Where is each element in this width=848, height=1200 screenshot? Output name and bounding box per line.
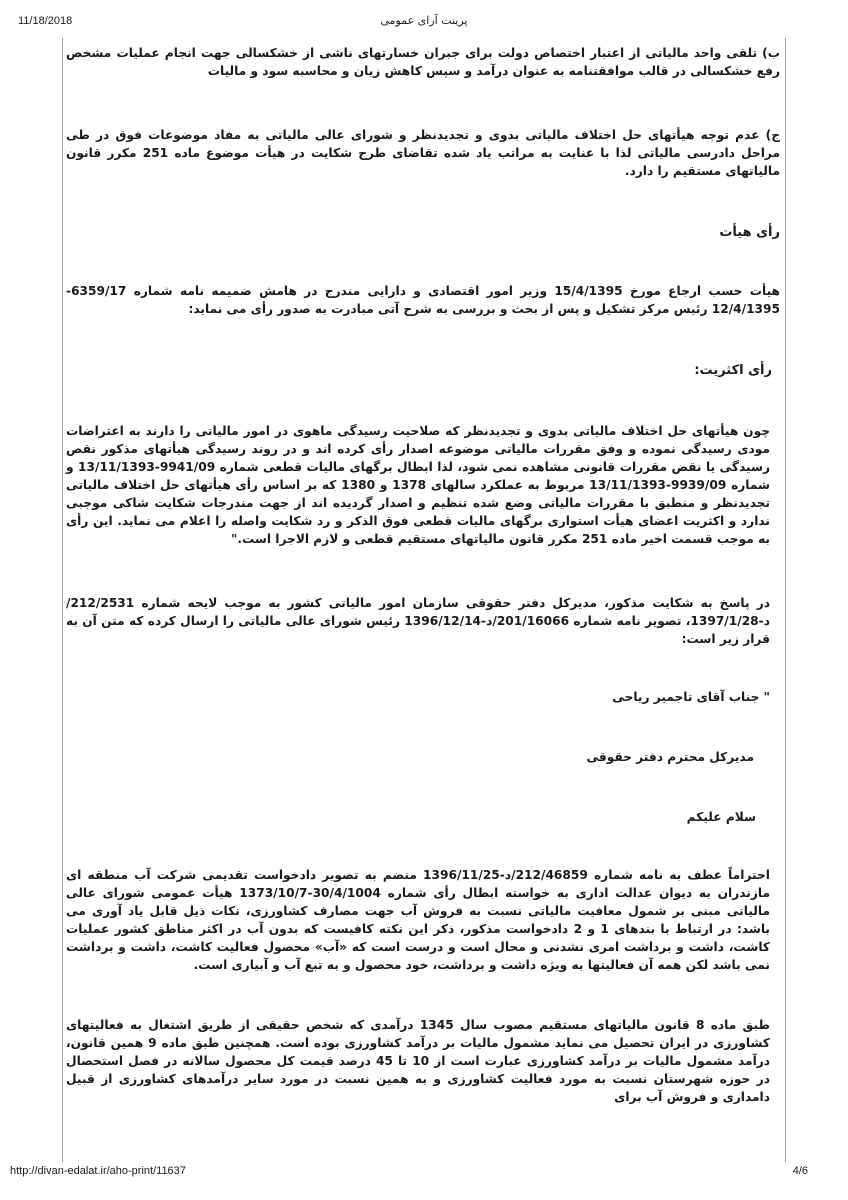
majority-heading: رأی اکثریت:: [694, 363, 772, 378]
footer-url: http://divan-edalat.ir/aho-print/11637: [10, 1165, 186, 1177]
page-number: 4/6: [792, 1165, 808, 1177]
section-b-paragraph: ب) تلقی واحد مالیاتی از اعتبار اختصاص دولت برای جبران خسارتهای ناشی از خشکسالی جهت انجام عملیات مشخص رفع خشکسالی در قالب موافقتنامه به عنوان درآمد و سپس کاهش زیان و محاسبه سود و مالیات: [66, 46, 780, 78]
letter-paragraph-2: طبق ماده 8 قانون مالیاتهای مستقیم مصوب سال 1345 درآمدی که شخص حقیقی از طریق اشتغال به فعالیتهای کشاورزی در ایران تحصیل می نماید مشمول مالیات بر درآمد کشاورزی بوده است. همچنین طبق ماده 9 همین قانون، درآمد مشمول مالیات بر درآمد کشاورزی عبارت است از 10 تا 45 درصد قیمت کل محصول سالانه در فصل استحصال در حوزه شهرستان نسبت به مورد فعالیت کشاورزی و به همین نسبت در مورد سایر درآمدهای کشاورزی از قبیل دامداری و فروش آب برای: [66, 1018, 771, 1104]
document-body: [66, 38, 780, 1106]
letter-paragraph-1: احتراماً عطف به نامه شماره 212/46859/د-1396/11/25 منضم به تصویر دادخواست تقدیمی شرکت آب منطقه ای مازندران به دیوان عدالت اداری به خواسته ابطال رأی شماره 30/4/1004-1373/10/7 هیأت عمومی شورای عالی مالیاتی مبنی بر شمول معافیت مالیاتی نسبت به فروش آب جهت مصارف کشاورزی، نکات ذیل قابل یاد آوری می باشد: در ارتباط با بندهای 1 و 2 دادخواست مذکور، ذکر این نکته کافیست که بدون آب در اکثر مناطق کشور عملیات کاشت، داشت و برداشت امری نشدنی و محال است و درست است که «آب» محصول فعالیت کاشت، داشت و برداشت نمی باشد لکن همه آن فعالیتها به ویژه داشت و برداشت، خود محصول و به تبع آب و آبیاری است.: [66, 868, 770, 972]
salutation-addressee: " جناب آقای تاجمیر ریاحی: [612, 690, 770, 704]
print-date: 11/18/2018: [18, 15, 73, 27]
salutation-title: مدیرکل محترم دفتر حقوقی: [586, 750, 754, 764]
response-paragraph: در پاسخ به شکایت مذکور، مدیرکل دفتر حقوقی سازمان امور مالیاتی کشور به موجب لایحه شماره 212/2531/د-1397/1/28، تصویر نامه شماره 201/16066/د-1396/12/14 رئیس شورای عالی مالیاتی را ارسال کرده که متن آن به قرار زیر است:: [66, 596, 770, 646]
section-c-paragraph: ج) عدم توجه هیأتهای حل اختلاف مالیاتی بدوی و تجدیدنظر و شورای عالی مالیاتی به مفاد موضوعات فوق در طی مراحل دادرسی مالیاتی لذا با عنایت به مراتب یاد شده تقاضای طرح شکایت در هیأت موضوع ماده 251 مکرر قانون مالیاتهای مستقیم را دارد.: [66, 128, 780, 178]
majority-vote-paragraph: چون هیأتهای حل اختلاف مالیاتی بدوی و تجدیدنظر که صلاحیت رسیدگی ماهوی در امور مالیاتی را دارند به اعتراضات مودی رسیدگی نموده و وفق مقررات مالیاتی موضوعه اصدار رأی کرده اند و در روند رسیدگی هیأتهای مذکور نقص رسیدگی یا نقض مقررات قانونی مشاهده نمی شود، لذا ابطال برگهای مالیات قطعی شماره 9941/09-13/11/1393 و شماره 9939/09-13/11/1393 مربوط به عملکرد سالهای 1378 و 1380 که بر اساس رأی هیأتهای حل اختلاف مالیاتی تجدیدنظر و منطبق با مقررات مالیاتی وضع شده تنظیم و اصدار گردیده اند از جهت مندرجات شکایت شاکی موجبی ندارد و اکثریت اعضای هیأت استواری برگهای مالیات قطعی فوق الذکر و رد شکایت واصله را اعلام می نماید. این رأی به موجب قسمت اخیر ماده 251 مکرر قانون مالیاتهای مستقیم قطعی و لازم الاجرا است.": [66, 424, 771, 546]
page-header-title: پرینت آرای عمومی: [380, 14, 468, 27]
decree-intro-paragraph: هیأت حسب ارجاع مورخ 15/4/1395 وزیر امور اقتصادی و دارایی مندرج در هامش ضمیمه نامه شماره 6359/17-12/4/1395 رئیس مرکز تشکیل و پس از بحث و بررسی به شرح آتی مبادرت به صدور رأی می نماید:: [66, 284, 780, 316]
vote-heading: رأی هیأت: [719, 225, 780, 240]
salutation-greeting: سلام علیکم: [686, 810, 756, 824]
